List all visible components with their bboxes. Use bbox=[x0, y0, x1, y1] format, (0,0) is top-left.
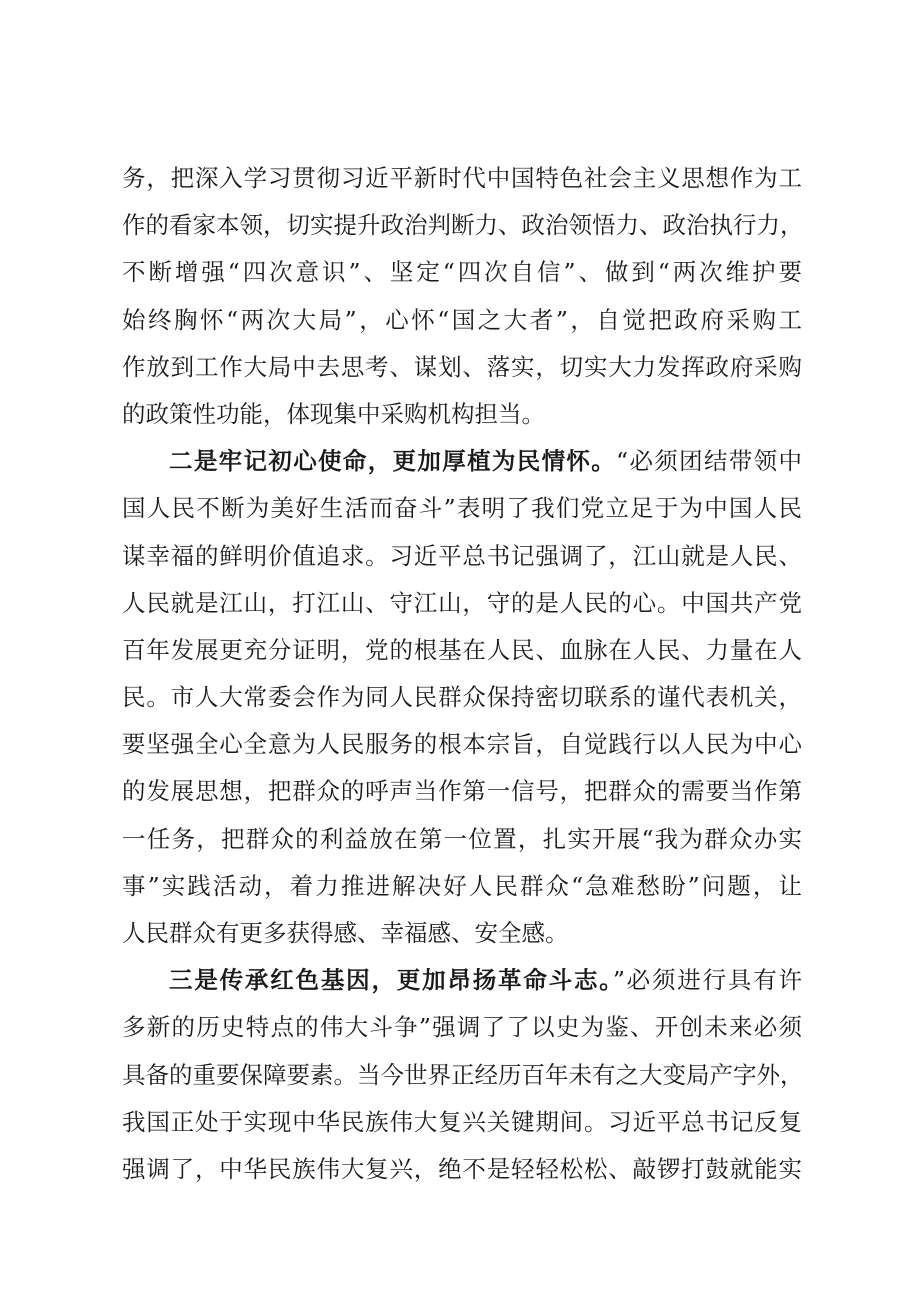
paragraph-1-line: 作放到工作大局中去思考、谋划、落实，切实大力发挥政府采购 bbox=[122, 352, 802, 381]
paragraph-2-line: 百年发展更充分证明，党的根基在人民、血脉在人民、力量在人 bbox=[122, 635, 802, 664]
paragraph-3-first-line-rest: ”必须进行具有许 bbox=[612, 966, 803, 995]
paragraph-1-line: 的政策性功能，体现集中采购机构担当。 bbox=[122, 399, 545, 428]
paragraph-2-line: 一任务，把群众的利益放在第一位置，扎实开展“我为群众办实 bbox=[122, 824, 802, 853]
paragraph-3-line: 具备的重要保障要素。当今世界正经历百年未有之大变局产字外， bbox=[122, 1060, 804, 1089]
paragraph-2-first-line bbox=[122, 438, 802, 485]
paragraph-2-line: 人民就是江山，打江山、守江山，守的是人民的心。中国共产党 bbox=[122, 588, 802, 617]
paragraph-2-line: 民。市人大常委会作为同人民群众保持密切联系的谨代表机关， bbox=[122, 683, 802, 712]
paragraph-2-heading: 二是牢记初心使命，更加厚植为民情怀。 bbox=[169, 447, 617, 476]
paragraph-3-first-line bbox=[122, 957, 802, 1004]
paragraph-2-line: 要坚强全心全意为人民服务的根本宗旨，自觉践行以人民为中心 bbox=[122, 730, 802, 759]
paragraph-1-line: 作的看家本领，切实提升政治判断力、政治领悟力、政治执行力， bbox=[122, 211, 804, 240]
paragraph-1-line: 务，把深入学习贯彻习近平新时代中国特色社会主义思想作为工 bbox=[122, 164, 802, 192]
paragraph-2-line: 人民群众有更多获得感、幸福感、安全感。 bbox=[122, 919, 569, 947]
paragraph-1-line: 始终胸怀“两次大局”，心怀“国之大者”，自觉把政府采购工 bbox=[122, 305, 802, 334]
paragraph-2-first-line-rest: “必须团结带领中 bbox=[616, 447, 802, 476]
paragraph-2-line: 事”实践活动，着力推进解决好人民群众“急难愁盼”问题，让 bbox=[122, 871, 802, 900]
paragraph-3-heading: 三是传承红色基因，更加昂扬革命斗志。 bbox=[169, 966, 613, 995]
paragraph-2-line: 谋幸福的鲜明价值追求。习近平总书记强调了，江山就是人民、 bbox=[122, 541, 802, 570]
paragraph-2-line: 的发展思想，把群众的呼声当作第一信号，把群众的需要当作第 bbox=[122, 777, 802, 806]
paragraph-1-line: 不断增强“四次意识”、坚定“四次自信”、做到“两次维护要 bbox=[122, 258, 802, 287]
document-body bbox=[122, 155, 802, 1193]
paragraph-3-line: 多新的历史特点的伟大斗争”强调了了以史为鉴、开创未来必须 bbox=[122, 1013, 802, 1042]
paragraph-2-line: 国人民不断为美好生活而奋斗”表明了我们党立足于为中国人民 bbox=[122, 494, 802, 523]
paragraph-3-line: 强调了，中华民族伟大复兴，绝不是轻轻松松、敲锣打鼓就能实 bbox=[122, 1154, 802, 1183]
paragraph-3-line: 我国正处于实现中华民族伟大复兴关键期间。习近平总书记反复 bbox=[122, 1107, 802, 1136]
